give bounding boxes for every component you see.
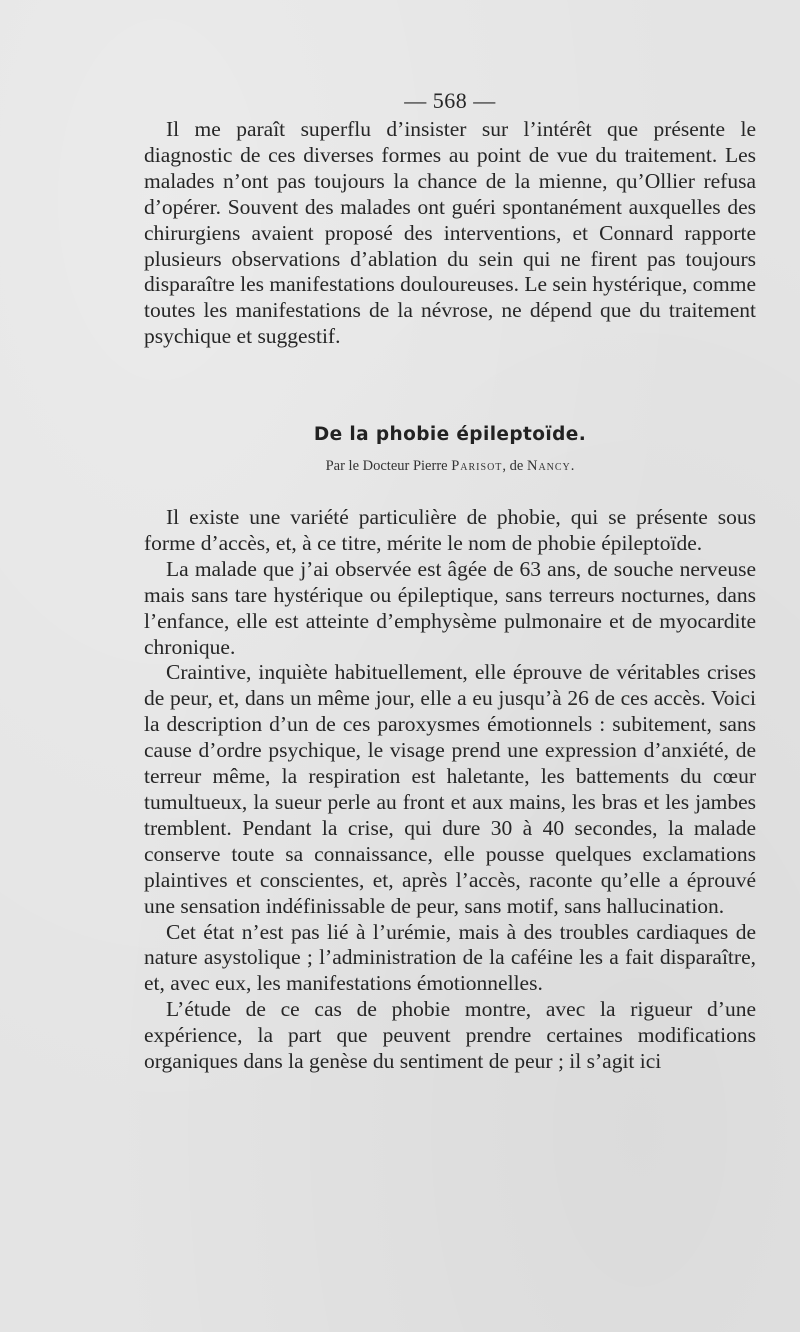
byline-separator: , de (502, 458, 524, 474)
body-paragraph: Il existe une variété particulière de phobie, qui se présente sous forme d’accès, et, à ce titre, mérite le nom de phobie épileptoïde. (144, 505, 756, 555)
page-number: — 568 — (404, 88, 496, 113)
body-paragraph: La malade que j’ai observée est âgée de 63 ans, de souche nerveuse mais sans tare hystérique ou épileptique, sans terreurs nocturnes, dans l’enfance, elle est atteinte d’emphysème pulmonaire et de myocardite chronique. (144, 556, 756, 659)
body-paragraph: Il me paraît superflu d’insister sur l’intérêt que présente le diagnostic de ces diverses formes au point de vue du traitement. Les malades n’ont pas toujours la chance de la mienne, qu’Ollier refusa d’opérer. Souvent des malades ont guéri spontanément auxquelles des chirurgiens avaient proposé des interventions, et Connard rapporte plusieurs observations d’ablation du sein qui ne firent pas toujours disparaître les manifestations douloureuses. Le sein hystérique, comme toutes les manifestations de la névrose, ne dépend que du traitement psychique et suggestif. (144, 117, 756, 349)
article-byline (0, 458, 800, 475)
article-title: De la phobie épileptoïde. (313, 424, 587, 445)
byline-prefix: Par le Docteur Pierre (325, 458, 448, 474)
author-surname: Parisot (451, 458, 503, 474)
closing-text-block (144, 117, 756, 350)
body-paragraph: Cet état n’est pas lié à l’urémie, mais à des troubles cardiaques de nature asystolique ; l’administration de la caféine les a fait disparaître, et, avec eux, les manifestations émotionnelles. (144, 919, 756, 996)
body-paragraph: L’étude de ce cas de phobie montre, avec la rigueur d’une expérience, la part que peuvent prendre certaines modifications organiques dans la genèse du sentiment de peur ; il s’agit ici (144, 997, 756, 1074)
article-body (144, 505, 756, 1075)
byline-end: . (570, 458, 575, 474)
author-city: Nancy (526, 458, 571, 474)
body-paragraph: Craintive, inquiète habituellement, elle éprouve de véritables crises de peur, et, dans un même jour, elle a eu jusqu’à 26 de ces accès. Voici la description d’un de ces paroxysmes émotionnels : subitement, sans cause d’ordre psychique, le visage prend une expression d’anxiété, de terreur même, la respiration est haletante, les battements du cœur tumultueux, la sueur perle au front et aux mains, les bras et les jambes tremblent. Pendant la crise, qui dure 30 à 40 secondes, la malade conserve toute sa connaissance, elle pousse quelques exclamations plaintives et conscientes, et, après l’accès, raconte qu’elle a éprouvé une sensation indéfinissable de peur, sans motif, sans hallucination. (144, 660, 756, 918)
